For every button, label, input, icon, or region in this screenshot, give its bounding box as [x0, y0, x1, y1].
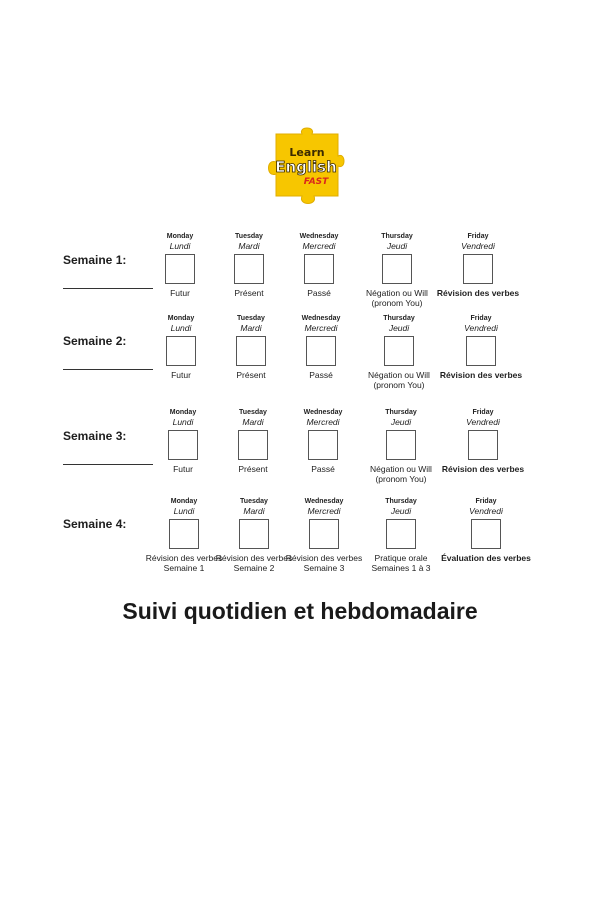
- day-thursday: [352, 233, 442, 308]
- day-checkbox[interactable]: [308, 430, 338, 460]
- day-topic: Révision des verbes Semaine 3: [285, 553, 363, 573]
- day-topic: Présent: [238, 464, 268, 474]
- day-topic: Révision des verbes: [439, 370, 523, 380]
- day-checkbox[interactable]: [306, 336, 336, 366]
- day-checkbox[interactable]: [234, 254, 264, 284]
- day-name-fr: Vendredi: [469, 506, 503, 516]
- day-friday: [438, 409, 528, 474]
- week-label: Semaine 4:: [63, 517, 127, 531]
- day-checkbox[interactable]: [384, 336, 414, 366]
- day-checkbox[interactable]: [166, 336, 196, 366]
- day-topic: Négation ou Will (pronom You): [366, 288, 428, 308]
- day-name-fr: Lundi: [173, 506, 195, 516]
- week-label: Semaine 1:: [63, 253, 127, 267]
- day-checkbox[interactable]: [382, 254, 412, 284]
- day-friday: [441, 498, 531, 563]
- day-name-fr: Mardi: [238, 241, 260, 251]
- day-name-fr: Lundi: [172, 417, 194, 427]
- day-name-en: Friday: [467, 233, 489, 240]
- day-name-en: Wednesday: [301, 315, 341, 322]
- day-name-en: Thursday: [385, 409, 417, 416]
- day-checkbox[interactable]: [168, 430, 198, 460]
- day-wednesday: [274, 233, 364, 298]
- day-topic: Révision des verbes: [436, 288, 520, 298]
- day-name-fr: Mardi: [243, 506, 265, 516]
- day-thursday: [354, 315, 444, 390]
- day-name-fr: Jeudi: [388, 323, 410, 333]
- day-name-fr: Mercredi: [304, 323, 338, 333]
- day-name-fr: Jeudi: [390, 417, 412, 427]
- logo-line1: Learn: [289, 146, 325, 159]
- day-name-fr: Mercredi: [307, 506, 341, 516]
- day-checkbox[interactable]: [466, 336, 496, 366]
- day-topic: Passé: [307, 288, 331, 298]
- day-topic: Passé: [309, 370, 333, 380]
- logo-line3: FAST: [303, 177, 329, 187]
- day-name-en: Tuesday: [235, 233, 263, 240]
- day-wednesday: [276, 315, 366, 380]
- day-name-en: Tuesday: [240, 498, 268, 505]
- day-checkbox[interactable]: [236, 336, 266, 366]
- day-checkbox[interactable]: [165, 254, 195, 284]
- day-name-fr: Jeudi: [386, 241, 408, 251]
- week-label: Semaine 3:: [63, 429, 127, 443]
- day-topic: Futur: [173, 464, 193, 474]
- day-name-en: Friday: [475, 498, 497, 505]
- day-topic: Présent: [236, 370, 266, 380]
- day-name-en: Friday: [472, 409, 494, 416]
- day-name-en: Wednesday: [299, 233, 339, 240]
- day-thursday: [356, 498, 446, 573]
- day-topic: Présent: [234, 288, 264, 298]
- day-wednesday: [278, 409, 368, 474]
- day-name-fr: Lundi: [170, 323, 192, 333]
- day-name-en: Monday: [170, 498, 198, 505]
- day-topic: Pratique orale Semaines 1 à 3: [371, 553, 431, 573]
- day-name-en: Thursday: [381, 233, 413, 240]
- day-name-fr: Vendredi: [466, 417, 500, 427]
- day-name-fr: Jeudi: [390, 506, 412, 516]
- day-name-en: Monday: [167, 315, 195, 322]
- day-checkbox[interactable]: [463, 254, 493, 284]
- day-topic: Futur: [171, 370, 191, 380]
- day-topic: Révision des verbes Semaine 1: [145, 553, 223, 573]
- day-topic: Évaluation des verbes: [441, 553, 531, 563]
- day-checkbox[interactable]: [304, 254, 334, 284]
- day-name-fr: Mardi: [240, 323, 262, 333]
- day-name-fr: Vendredi: [461, 241, 495, 251]
- day-name-en: Tuesday: [239, 409, 267, 416]
- day-topic: Passé: [311, 464, 335, 474]
- day-name-en: Wednesday: [304, 498, 344, 505]
- day-name-fr: Lundi: [169, 241, 191, 251]
- day-name-fr: Vendredi: [464, 323, 498, 333]
- day-name-en: Monday: [169, 409, 197, 416]
- day-checkbox[interactable]: [471, 519, 501, 549]
- logo-line2: English: [275, 158, 337, 176]
- day-name-en: Tuesday: [237, 315, 265, 322]
- day-checkbox[interactable]: [309, 519, 339, 549]
- day-name-en: Thursday: [383, 315, 415, 322]
- day-topic: Négation ou Will (pronom You): [368, 370, 430, 390]
- day-checkbox[interactable]: [169, 519, 199, 549]
- day-checkbox[interactable]: [386, 430, 416, 460]
- day-topic: Révision des verbes: [441, 464, 525, 474]
- learn-english-fast-logo: [258, 126, 354, 216]
- day-checkbox[interactable]: [386, 519, 416, 549]
- day-name-en: Monday: [166, 233, 194, 240]
- day-checkbox[interactable]: [238, 430, 268, 460]
- puzzle-logo-icon: [258, 126, 354, 216]
- day-friday: [433, 233, 523, 298]
- day-name-fr: Mercredi: [302, 241, 336, 251]
- day-topic: Révision des verbes Semaine 2: [215, 553, 293, 573]
- day-name-fr: Mercredi: [306, 417, 340, 427]
- page-title: Suivi quotidien et hebdomadaire: [122, 598, 478, 624]
- day-name-fr: Mardi: [242, 417, 264, 427]
- day-name-en: Friday: [470, 315, 492, 322]
- day-checkbox[interactable]: [468, 430, 498, 460]
- day-thursday: [356, 409, 446, 484]
- day-name-en: Wednesday: [303, 409, 343, 416]
- week-label: Semaine 2:: [63, 334, 127, 348]
- day-friday: [436, 315, 526, 380]
- day-topic: Futur: [170, 288, 190, 298]
- day-checkbox[interactable]: [239, 519, 269, 549]
- day-name-en: Thursday: [385, 498, 417, 505]
- day-topic: Négation ou Will (pronom You): [370, 464, 432, 484]
